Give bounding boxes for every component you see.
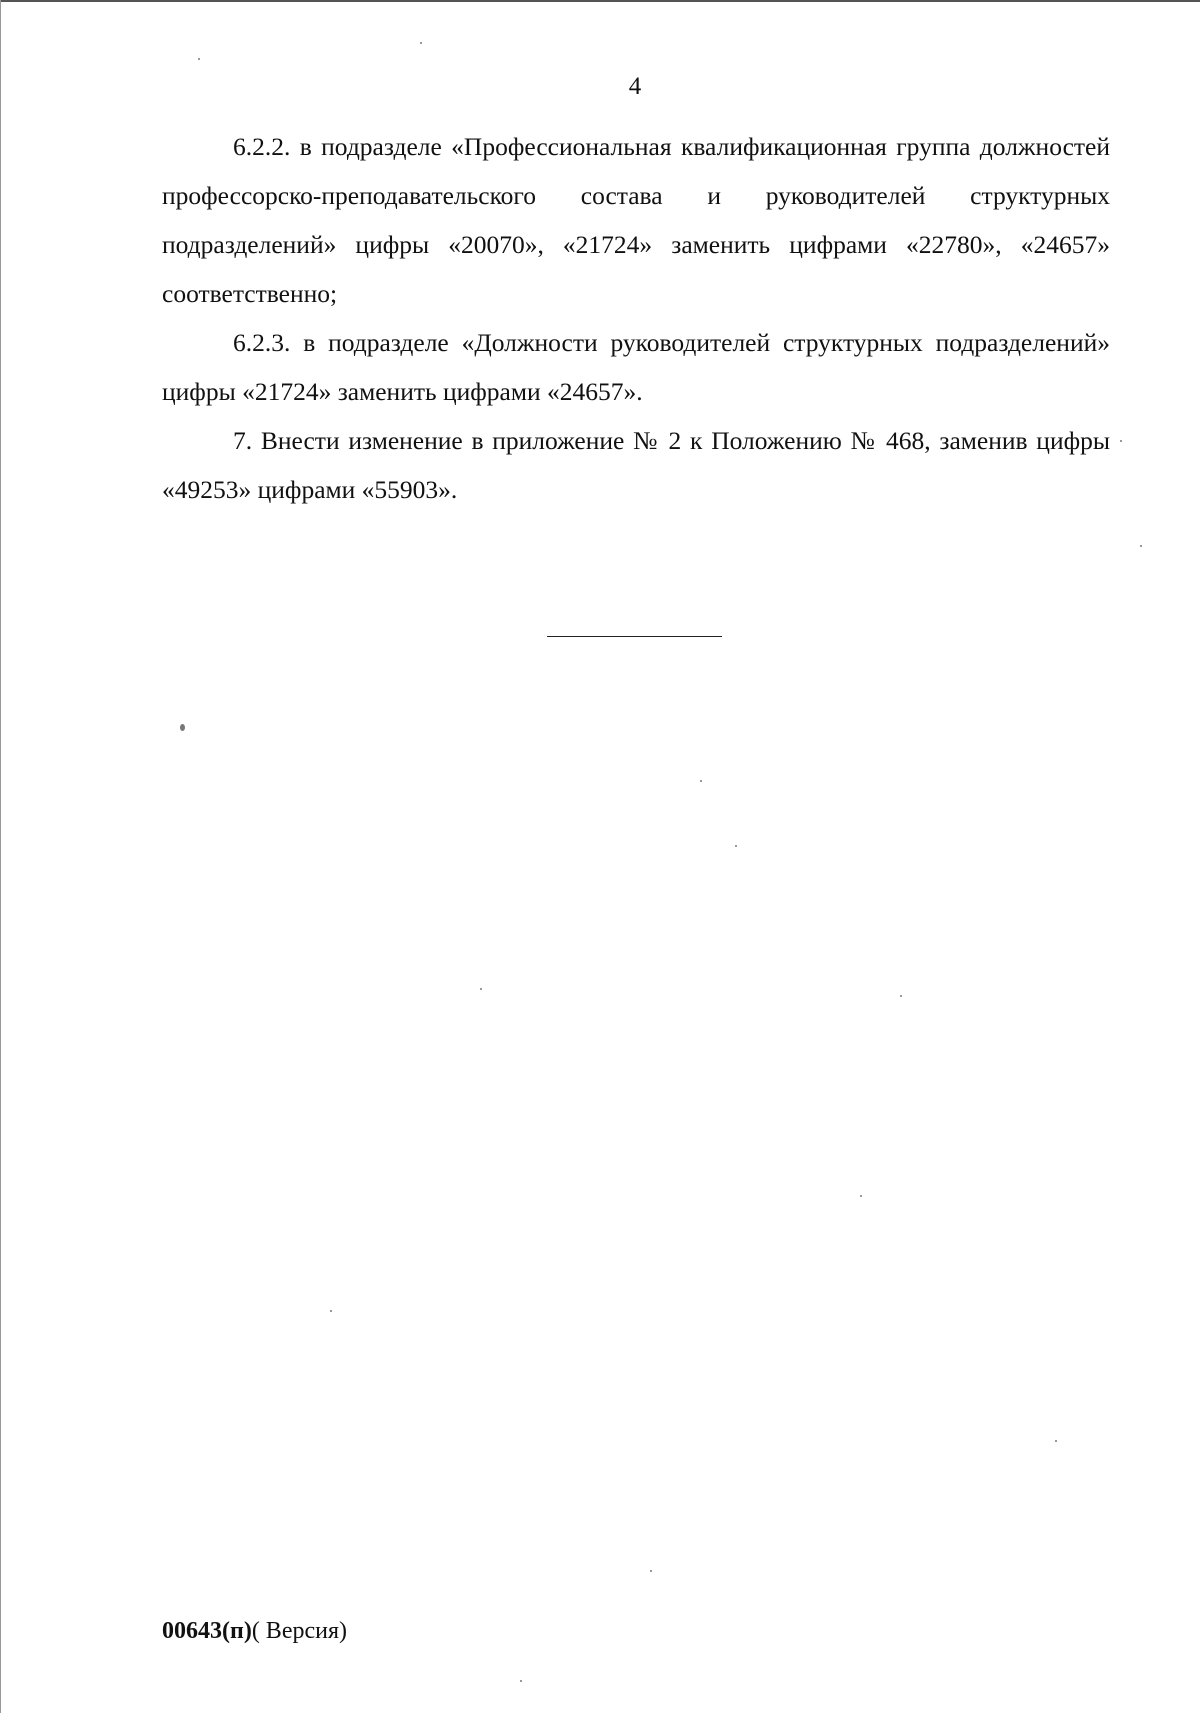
scan-speck — [1055, 1440, 1057, 1442]
document-body — [162, 122, 1110, 514]
scan-speck — [860, 1195, 862, 1197]
scan-speck — [650, 1570, 652, 1572]
scan-speck — [700, 780, 702, 782]
scan-edge-top — [0, 0, 1200, 2]
scan-speck — [520, 1680, 522, 1682]
paragraph-6-2-2: 6.2.2. в подразделе «Профессиональная квалификационная группа должностей профессорско-преподавательского состава и руководителей структурных подразделений» цифры «20070», «21724» заменить цифрами «22780», «24657» соответственно; — [162, 132, 1110, 308]
paragraph-6-2-3: 6.2.3. в подразделе «Должности руководителей структурных подразделений» цифры «21724» заменить цифрами «24657». — [162, 328, 1110, 406]
scan-speck — [330, 1310, 332, 1312]
scan-speck — [180, 724, 185, 731]
page-number: 4 — [628, 73, 642, 100]
scan-edge-left — [0, 0, 1, 1713]
scan-speck — [1120, 440, 1122, 442]
footer-document-code — [162, 1618, 347, 1645]
scan-speck — [198, 58, 200, 60]
paragraph-7: 7. Внести изменение в приложение № 2 к Положению № 468, заменив цифры «49253» цифрами «55903». — [162, 426, 1110, 504]
end-of-text-rule — [547, 636, 722, 637]
scan-speck — [735, 845, 737, 847]
scan-speck — [420, 42, 422, 44]
scan-speck — [1140, 545, 1142, 547]
footer-version: ( Версия) — [251, 1618, 347, 1644]
footer-code: 00643(п) — [162, 1618, 252, 1644]
scan-speck — [480, 988, 482, 990]
scan-speck — [900, 995, 902, 997]
